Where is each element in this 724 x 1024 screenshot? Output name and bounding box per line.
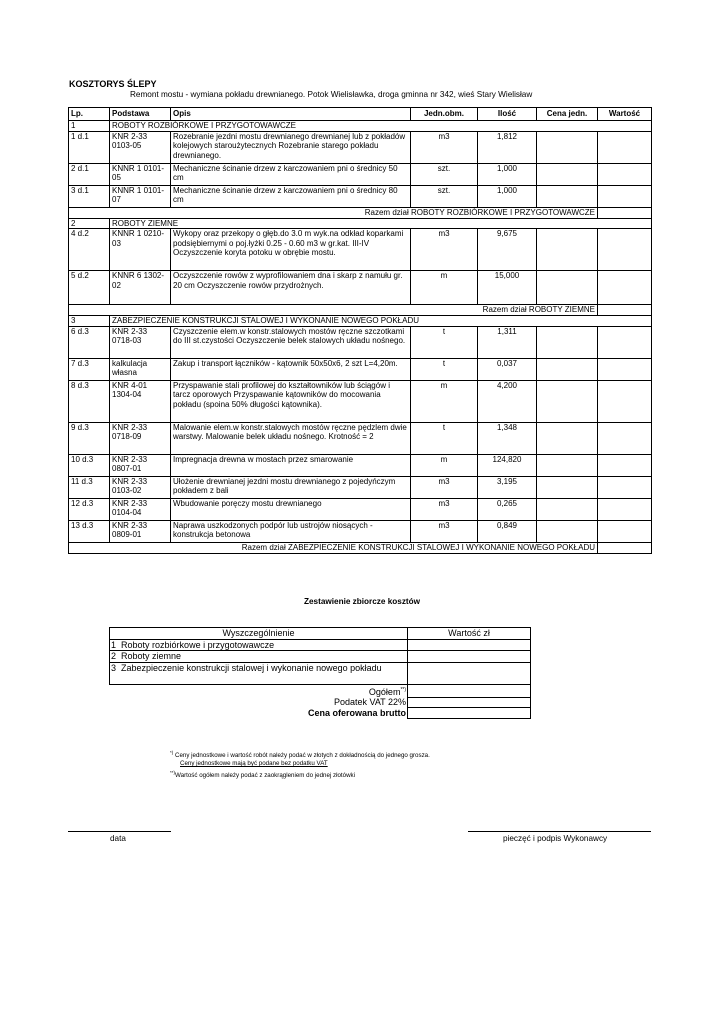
summary-title: Zestawienie zbiorcze kosztów	[303, 597, 421, 606]
row-lp: 8 d.3	[69, 380, 110, 422]
col-header-lp: Lp.	[69, 108, 110, 121]
summary-item	[110, 662, 408, 684]
row-ilosc: 15,000	[478, 271, 537, 305]
summary-item-no: 1	[111, 639, 117, 650]
row-opis: Oczyszczenie rowów z wyprofilowaniem dna i skarp z namułu gr. 20 cm Oczyszczenie rowów przydrożnych.	[171, 271, 411, 305]
row-podstawa: KNR 2-33 0718-03	[110, 326, 171, 358]
section-number: 3	[69, 316, 110, 327]
signature-label: pieczęć i podpis Wykonawcy	[503, 834, 608, 843]
row-opis: Malowanie elem.w konstr.stalowych mostów ręczne pędzlem dwie warstwy. Malowanie belek układu nośnego. Krotność = 2	[171, 422, 411, 454]
row-podstawa: kalkulacja własna	[110, 358, 171, 380]
summary-item-no: 2	[111, 651, 117, 661]
summary-item-label: Roboty ziemne	[121, 651, 182, 661]
row-jedn: m3	[411, 498, 478, 520]
row-jedn: szt.	[411, 185, 478, 207]
row-lp: 12 d.3	[69, 498, 110, 520]
section-row	[69, 316, 652, 327]
footnote-mark-1: *)	[170, 750, 174, 755]
row-ilosc: 9,675	[478, 229, 537, 271]
row-podstawa: KNR 2-33 0807-01	[110, 454, 171, 476]
row-lp: 3 d.1	[69, 185, 110, 207]
row-jedn: m	[411, 380, 478, 422]
summary-ogolem-input[interactable]	[408, 684, 531, 697]
row-wartosc-input[interactable]	[598, 422, 652, 454]
row-cena-input[interactable]	[537, 422, 598, 454]
table-row	[69, 422, 652, 454]
row-ilosc: 1,348	[478, 422, 537, 454]
row-podstawa: KNNR 6 1302-02	[110, 271, 171, 305]
section-total-label: Razem dział ROBOTY ROZBIÓRKOWE I PRZYGOTOWAWCZE	[69, 207, 598, 218]
summary-brutto-input[interactable]	[408, 708, 531, 719]
col-header-jedn: Jedn.obm.	[411, 108, 478, 121]
row-ilosc: 124,820	[478, 454, 537, 476]
row-podstawa: KNNR 1 0101-05	[110, 163, 171, 185]
row-wartosc-input[interactable]	[598, 163, 652, 185]
summary-value-input[interactable]	[408, 651, 531, 663]
row-podstawa: KNR 2-33 0718-09	[110, 422, 171, 454]
row-jedn: t	[411, 422, 478, 454]
section-total-label: Razem dział ZABEZPIECZENIE KONSTRUKCJI STALOWEJ I WYKONANIE NOWEGO POKŁADU	[69, 542, 598, 553]
footnote-text-1: Ceny jednostkowe i wartość robót należy podać w złotych z dokładnością do jednego grosza.	[174, 752, 430, 760]
row-jedn: m	[411, 271, 478, 305]
summary-row	[110, 662, 531, 684]
row-opis: Ułożenie drewnianej jezdni mostu drewnianego z pojedyńczym pokładem z bali	[171, 476, 411, 498]
document-title: KOSZTORYS ŚLEPY	[69, 79, 157, 89]
summary-vat-input[interactable]	[408, 697, 531, 708]
summary-row	[110, 639, 531, 651]
section-name: ZABEZPIECZENIE KONSTRUKCJI STALOWEJ I WYKONANIE NOWEGO POKŁADU	[110, 316, 652, 327]
cost-table	[68, 107, 652, 554]
table-row	[69, 358, 652, 380]
summary-item-label: Roboty rozbiórkowe i przygotowawcze	[121, 639, 275, 650]
row-ilosc: 0,265	[478, 498, 537, 520]
row-ilosc: 0,849	[478, 520, 537, 542]
row-cena-input[interactable]	[537, 476, 598, 498]
row-wartosc-input[interactable]	[598, 185, 652, 207]
summary-item-no: 3	[111, 662, 117, 673]
table-row	[69, 454, 652, 476]
row-jedn: t	[411, 358, 478, 380]
signature-line	[468, 831, 651, 832]
row-lp: 13 d.3	[69, 520, 110, 542]
table-row	[69, 498, 652, 520]
row-ilosc: 4,200	[478, 380, 537, 422]
summary-item	[110, 639, 408, 651]
row-cena-input[interactable]	[537, 326, 598, 358]
footnote-mark-2: **)	[170, 770, 176, 775]
row-jedn: t	[411, 326, 478, 358]
row-cena-input[interactable]	[537, 229, 598, 271]
row-wartosc-input[interactable]	[598, 229, 652, 271]
summary-ogolem-label	[110, 684, 408, 697]
row-ilosc: 1,311	[478, 326, 537, 358]
table-row	[69, 326, 652, 358]
row-podstawa: KNR 2-33 0103-05	[110, 131, 171, 163]
section-row	[69, 218, 652, 229]
row-wartosc-input[interactable]	[598, 454, 652, 476]
summary-total-row	[110, 684, 531, 697]
row-opis: Zakup i transport łączników - kątownik 50x50x6, 2 szt L=4,20m.	[171, 358, 411, 380]
row-opis: Przyspawanie stali profilowej do kształtowników lub ściągów i tarcz oporowych Przyspawanie kątowników do mocowania pokładu (spoina 50% długości kątownika).	[171, 380, 411, 422]
summary-item-label: Zabezpieczenie konstrukcji stalowej i wykonanie nowego pokładu	[121, 662, 382, 673]
summary-col-item: Wyszczególnienie	[110, 628, 408, 640]
row-opis: Mechaniczne ścinanie drzew z karczowaniem pni o średnicy 50 cm	[171, 163, 411, 185]
ogolem-text: Ogółem	[368, 686, 401, 697]
table-row	[69, 271, 652, 305]
date-label: data	[110, 834, 126, 843]
row-cena-input[interactable]	[537, 454, 598, 476]
summary-vat-row	[110, 697, 531, 708]
row-opis: Wbudowanie poręczy mostu drewnianego	[171, 498, 411, 520]
section-total-value-input[interactable]	[598, 542, 652, 553]
section-number: 1	[69, 121, 110, 132]
row-wartosc-input[interactable]	[598, 498, 652, 520]
row-ilosc: 0,037	[478, 358, 537, 380]
section-total-row	[69, 542, 652, 553]
row-podstawa: KNNR 1 0101-07	[110, 185, 171, 207]
row-wartosc-input[interactable]	[598, 520, 652, 542]
summary-header-row	[110, 628, 531, 640]
row-jedn: szt.	[411, 163, 478, 185]
row-podstawa: KNR 2-33 0809-01	[110, 520, 171, 542]
summary-vat-label: Podatek VAT 22%	[110, 697, 408, 708]
table-row	[69, 131, 652, 163]
row-podstawa: KNNR 1 0210-03	[110, 229, 171, 271]
row-lp: 4 d.2	[69, 229, 110, 271]
section-total-row	[69, 305, 652, 316]
summary-table	[109, 627, 531, 719]
row-cena-input[interactable]	[537, 185, 598, 207]
col-header-podstawa: Podstawa	[110, 108, 171, 121]
col-header-opis: Opis	[171, 108, 411, 121]
row-podstawa: KNR 4-01 1304-04	[110, 380, 171, 422]
row-wartosc-input[interactable]	[598, 476, 652, 498]
row-opis: Impregnacja drewna w mostach przez smarowanie	[171, 454, 411, 476]
row-cena-input[interactable]	[537, 498, 598, 520]
row-wartosc-input[interactable]	[598, 380, 652, 422]
row-cena-input[interactable]	[537, 271, 598, 305]
summary-value-input[interactable]	[408, 639, 531, 651]
row-podstawa: KNR 2-33 0103-02	[110, 476, 171, 498]
table-row	[69, 520, 652, 542]
row-podstawa: KNR 2-33 0104-04	[110, 498, 171, 520]
row-wartosc-input[interactable]	[598, 271, 652, 305]
footnote-1	[170, 750, 430, 759]
section-total-value-input[interactable]	[598, 207, 652, 218]
summary-value-input[interactable]	[408, 662, 531, 684]
section-total-label: Razem dział ROBOTY ZIEMNE	[69, 305, 598, 316]
row-jedn: m3	[411, 229, 478, 271]
col-header-ilosc: Ilość	[478, 108, 537, 121]
row-opis: Czyszczenie elem.w konstr.stalowych mostów ręczne szczotkami do III st.czystości Oczyszczenie belek stalowych układu nośnego.	[171, 326, 411, 358]
ogolem-mark: **)	[400, 686, 406, 693]
summary-brutto-row	[110, 708, 531, 719]
row-lp: 1 d.1	[69, 131, 110, 163]
row-lp: 5 d.2	[69, 271, 110, 305]
row-lp: 11 d.3	[69, 476, 110, 498]
table-row	[69, 163, 652, 185]
row-cena-input[interactable]	[537, 520, 598, 542]
summary-col-value: Wartość zł	[408, 628, 531, 640]
row-lp: 9 d.3	[69, 422, 110, 454]
summary-row	[110, 651, 531, 663]
row-cena-input[interactable]	[537, 358, 598, 380]
row-wartosc-input[interactable]	[598, 326, 652, 358]
section-name: ROBOTY ROZBIÓRKOWE I PRZYGOTOWAWCZE	[110, 121, 652, 132]
section-number: 2	[69, 218, 110, 229]
table-row	[69, 185, 652, 207]
section-total-value-input[interactable]	[598, 305, 652, 316]
summary-brutto-label: Cena oferowana brutto	[110, 708, 408, 719]
row-cena-input[interactable]	[537, 380, 598, 422]
row-ilosc: 3,195	[478, 476, 537, 498]
summary-item	[110, 651, 408, 663]
table-header-row	[69, 108, 652, 121]
row-ilosc: 1,812	[478, 131, 537, 163]
table-row	[69, 476, 652, 498]
section-total-row	[69, 207, 652, 218]
table-row	[69, 380, 652, 422]
row-jedn: m3	[411, 520, 478, 542]
row-cena-input[interactable]	[537, 163, 598, 185]
row-lp: 7 d.3	[69, 358, 110, 380]
date-line	[68, 831, 171, 832]
row-wartosc-input[interactable]	[598, 131, 652, 163]
table-row	[69, 229, 652, 271]
row-opis: Rozebranie jezdni mostu drewnianego drewnianej lub z pokładów kolejowych staroużytecznych Rozebranie starego pokładu drewnianego.	[171, 131, 411, 163]
row-jedn: m3	[411, 476, 478, 498]
row-jedn: m3	[411, 131, 478, 163]
row-opis: Mechaniczne ścinanie drzew z karczowaniem pni o średnicy 80 cm	[171, 185, 411, 207]
section-name: ROBOTY ZIEMNE	[110, 218, 652, 229]
row-lp: 2 d.1	[69, 163, 110, 185]
row-lp: 6 d.3	[69, 326, 110, 358]
row-opis: Naprawa uszkodzonych podpór lub ustrojów niosących - konstrukcja betonowa	[171, 520, 411, 542]
footnote-text-2: Ceny jednostkowe mają być podane bez podatku VAT	[180, 760, 328, 767]
row-opis: Wykopy oraz przekopy o głęb.do 3.0 m wyk.na odkład koparkami podsiębiernymi o poj.łyżki 0.25 - 0.60 m3 w gr.kat. III-IV Oczyszczenie koryta potoku w obrębie mostu.	[171, 229, 411, 271]
row-ilosc: 1,000	[478, 163, 537, 185]
row-jedn: m	[411, 454, 478, 476]
section-row	[69, 121, 652, 132]
row-ilosc: 1,000	[478, 185, 537, 207]
footnote-text-3: Wartość ogółem należy podać z zaokrągleniem do jednej złotówki	[175, 772, 356, 780]
row-cena-input[interactable]	[537, 131, 598, 163]
row-wartosc-input[interactable]	[598, 358, 652, 380]
footnote-3	[170, 770, 355, 779]
document-subtitle: Remont mostu - wymiana pokładu drewnianego. Potok Wielisławka, droga gminna nr 342, wieś Stary Wielisław	[130, 90, 533, 99]
col-header-cena: Cena jedn.	[537, 108, 598, 121]
row-lp: 10 d.3	[69, 454, 110, 476]
col-header-wartosc: Wartość	[598, 108, 652, 121]
